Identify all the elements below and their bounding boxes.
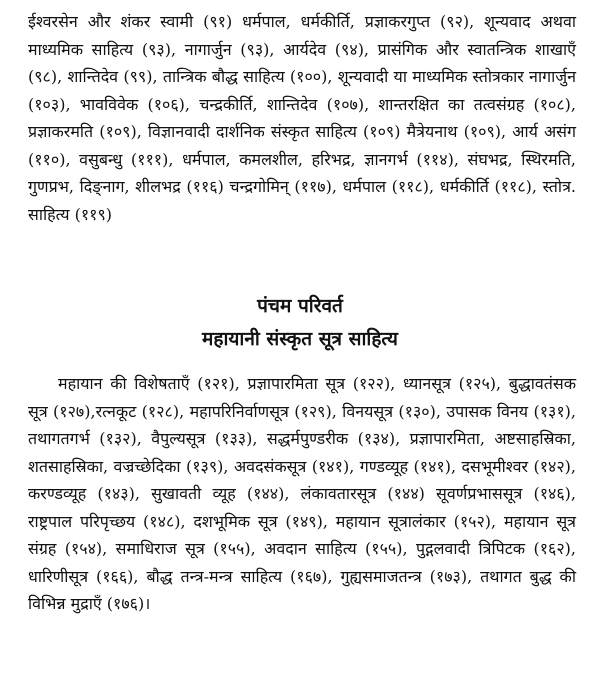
paragraph-contents-part-1: ईश्वरसेन और शंकर स्वामी (९१) धर्मपाल, धर्मकीर्ति, प्रज्ञाकरगुप्त (९२), शून्यवाद अथवा माध्यमिक साहित्य (९३), नागार्जुन (९३), आर्यदेव (९४), प्रासंगिक और स्वातन्त्रिक शाखाएँ (९८), शान्तिदेव (९९), तान्त्रिक बौद्ध साहित्य (१००), शून्यवादी या माध्यमिक स्तोत्रकार नागार्जुन (१०३), भावविवेक (१०६), चन्द्रकीर्ति, शान्तिदेव (१०७), शान्तरक्षित का तत्वसंग्रह (१०८), प्रज्ञाकरमति (१०९), विज्ञानवादी दार्शनिक संस्कृत साहित्य (१०९) मैत्रेयनाथ (१०९), आर्य असंग (११०), वसुबन्धु (१११), धर्मपाल, कमलशील, हरिभद्र, ज्ञानगर्भ (११४), संघभद्र, स्थिरमति, गुणप्रभ, दिङ्नाग, शीलभद्र (११६) चन्द्रगोमिन् (११७), धर्मपाल (११८), धर्मकीर्ति (११८), स्तोत्र. साहित्य (११९)	[28, 12, 576, 224]
section-label: पंचम परिवर्त	[257, 295, 343, 317]
paragraph-contents-part-2: महायान की विशेषताएँ (१२१), प्रज्ञापारमिता सूत्र (१२२), ध्यानसूत्र (१२५), बुद्धावतंसक सूत्र (१२७),रत्नकूट (१२८), महापरिनिर्वाणसूत्र (१२९), विनयसूत्र (१३०), उपासक विनय (१३१), तथागतगर्भ (१३२), वैपुल्यसूत्र (१३३), सद्धर्मपुण्डरीक (१३४), प्रज्ञापारमिता, अष्टसाहस्रिका, शतसाहस्रिका, वज्रच्छेदिका (१३९), अवदसंकसूत्र (१४१), गण्डव्यूह (१४१), दसभूमीश्वर (१४२), करण्डव्यूह (१४३), सुखावती व्यूह (१४४), लंकावतारसूत्र (१४४) सूवर्णप्रभाससूत्र (१४६), राष्ट्रपाल परिपृच्छय (१४८), दशभूमिक सूत्र (१४९), महायान सूत्रालंकार (१५२), महायान सूत्र संग्रह (१५४), समाधिराज सूत्र (१५५), अवदान साहित्य (१५५), पुद्गलवादी त्रिपिटक (१६२), धारिणीसूत्र (१६६), बौद्ध तन्त्र-मन्त्र साहित्य (१६७), गुह्यसमाजतन्त्र (१७३), तथागत बुद्ध की विभिन्न मुद्राएँ (१७६)।	[28, 374, 576, 613]
section-title: महायानी संस्कृत सूत्र साहित्य	[202, 328, 398, 350]
